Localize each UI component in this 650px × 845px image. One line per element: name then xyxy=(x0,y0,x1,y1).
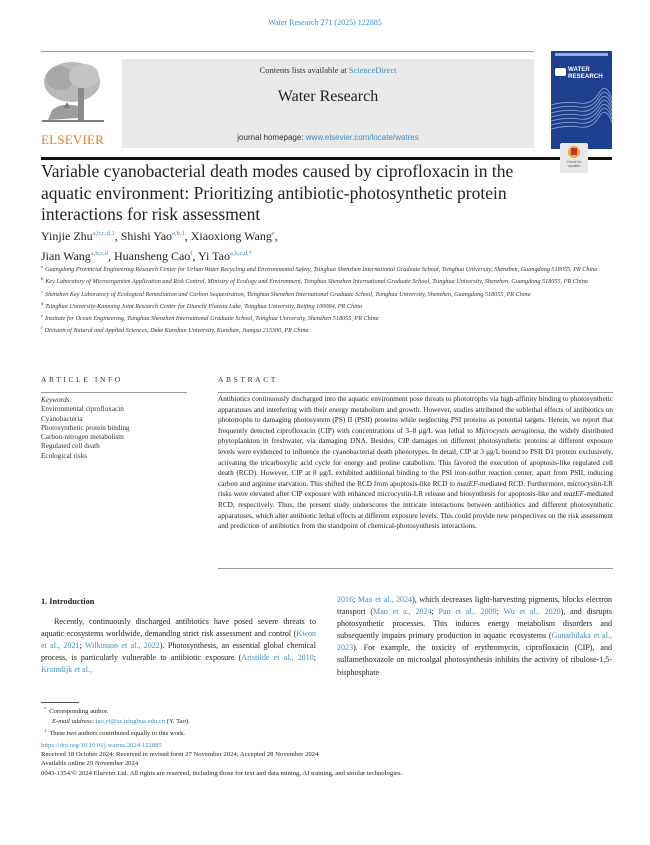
author-separator: , xyxy=(107,249,114,263)
keyword: Cyanobacteria xyxy=(41,414,83,423)
equal-contribution-mark: 1 xyxy=(44,728,47,734)
article-history: Received 18 October 2024; Received in revised form 27 November 2024; Accepted 28 November 2024 xyxy=(41,751,319,759)
citation-link[interactable]: Mao et al., 2024 xyxy=(357,595,413,604)
text-run: -mediated RCD, respectively. Thus, the present study underscores the intricate interactions between antibiotics and different photosynthetic apparatuses, which alter antibiotic lethal effects at different exposure levels. This could provide new perspectives on the risk assessment and prediction of antibiotics from the standpoint of chemical-photosynthesis interactions. xyxy=(218,490,613,531)
email-suffix: (Y. Tao). xyxy=(165,717,190,725)
affiliation-text: Shenzhen Key Laboratory of Ecological Remediation and Carbon Sequestration, Tsinghua Shenzhen International Graduate School, Tsinghua University, Shenzhen, Guangdong 518055, PR China xyxy=(45,290,531,298)
author-separator: , xyxy=(184,229,191,243)
affiliation-key: b xyxy=(41,276,44,282)
affiliation-key: f xyxy=(41,325,43,331)
author-name: Xiaoxiong Wang xyxy=(190,229,272,243)
italic-term: Microcystis aeruginosa xyxy=(475,426,545,435)
iwa-badge-icon xyxy=(555,68,566,76)
copyright-notice: 0043-1354/© 2024 Elsevier Ltd. All rights are reserved, including those for text and data mining, AI training, and similar technologies. xyxy=(41,769,403,777)
text-run: ), and disrupts photosynthetic processes. This induces energy metabolism disorders and subsequently impairs primary production in aquatic ecosystems ( xyxy=(337,607,613,641)
author-affiliation-marks[interactable]: a,b,c,d,* xyxy=(229,250,253,257)
article-title: Variable cyanobacterial death modes caused by ciprofloxacin in the aquatic environment: Prioritizing antibiotic-photosynthetic protein interactions for risk assessment xyxy=(41,161,514,224)
equal-contribution-text: These two authors contributed equally to this work. xyxy=(49,730,186,738)
email-note xyxy=(44,717,604,727)
affiliation-item xyxy=(41,287,601,299)
affiliation-key: d xyxy=(41,300,44,306)
author-name: Shishi Yao xyxy=(120,229,173,243)
elsevier-tree-icon xyxy=(42,60,104,126)
elsevier-logo[interactable] xyxy=(41,58,105,148)
author-affiliation-marks[interactable]: a,b,c,d xyxy=(90,250,108,257)
affiliation-item xyxy=(41,262,601,274)
keywords-label: Keywords: xyxy=(41,396,72,404)
italic-term: mazEF xyxy=(563,490,584,499)
author-name: Yi Tao xyxy=(198,249,230,263)
text-run: ; xyxy=(79,641,85,651)
abstract-bottom-rule xyxy=(218,568,613,569)
text-run: ; xyxy=(496,607,504,617)
text-run: Antibiotics continuously discharged into the aquatic environment pose threats to phototrophs via high-affinity binding to photosynthetic apparatuses and interfering with their energy metabolism and growth. However, studies attributed the sublethal effects of antibiotics on phototrophs to damaging photosystem (PS) II (PSII) proteins while neglecting PSI proteins as potential targets. Herein, we report that frequently detected ciprofloxacin (CIP) with concentrations of 3–8 μg/L was lethal to xyxy=(218,395,613,435)
affiliation-text: Institute for Ocean Engineering, Tsinghua Shenzhen International Graduate School, Tsinghua University, Shenzhen 518055, PR China xyxy=(45,315,379,323)
email-link[interactable]: tao.yi@sz.tsinghua.edu.cn xyxy=(95,717,166,725)
text-run: ; xyxy=(353,595,358,604)
cover-header-bar xyxy=(555,53,608,56)
author[interactable] xyxy=(191,229,275,243)
author-list xyxy=(41,225,601,265)
check-for-updates-button[interactable] xyxy=(560,143,588,173)
text-run: ). Photosynthesis, an essential global chemical process, is particularly vulnerable to antibiotic exposure ( xyxy=(41,641,316,663)
abstract-heading: ABSTRACT xyxy=(218,375,278,384)
author-separator: , xyxy=(114,229,121,243)
citation-link[interactable]: Kromdijk et al., xyxy=(41,665,92,675)
footnotes xyxy=(44,704,604,739)
article-info-rule xyxy=(41,392,187,393)
contents-line xyxy=(122,65,534,75)
journal-masthead xyxy=(122,59,534,148)
header-rule xyxy=(41,51,534,52)
homepage-line xyxy=(122,133,534,142)
masthead-bottom-rule xyxy=(41,157,612,160)
abstract-rule xyxy=(218,392,613,393)
author-affiliation-marks[interactable]: a,b,c,d,1 xyxy=(92,230,115,237)
corresponding-author-note xyxy=(44,704,604,717)
author-name: Jian Wang xyxy=(41,249,91,263)
affiliation-item xyxy=(41,299,601,311)
italic-term: mazEF xyxy=(456,479,478,488)
text-run: ). For example, the toxicity of erythromycin, ciprofloxacin (CIP), and sulfamethoxazole on microalgal photosynthesis inhibits the activity of ribulose-1,5-bisphosphate xyxy=(337,643,612,677)
author[interactable] xyxy=(114,249,193,263)
available-online: Available online 29 November 2024 xyxy=(41,760,139,768)
article-info-heading: ARTICLE INFO xyxy=(41,375,123,384)
journal-homepage-link[interactable]: www.elsevier.com/locate/watres xyxy=(305,133,419,142)
citation-link[interactable]: Wilkinson et al., 2022 xyxy=(84,641,160,651)
author[interactable] xyxy=(41,249,108,263)
keyword: Carbon-nitrogen metabolism xyxy=(41,433,124,442)
publication-info xyxy=(41,741,621,778)
journal-name: Water Research xyxy=(277,88,379,105)
corresponding-text: Corresponding author. xyxy=(49,708,109,715)
corresponding-mark: * xyxy=(44,706,47,711)
journal-cover-image[interactable] xyxy=(551,51,612,149)
affiliation-text: Guangdong Provincial Engineering Research Center for Urban Water Recycling and Environmental Safety, Tsinghua Shenzhen International Graduate School, Tsinghua University, Shenzhen, Guangdong 518055, PR China xyxy=(45,266,598,273)
text-run: ; xyxy=(313,653,316,663)
introduction-column-right xyxy=(337,594,612,679)
cover-title-line2: RESEARCH xyxy=(568,72,603,80)
keyword: Photosynthetic protein binding xyxy=(41,423,130,432)
crossmark-bookmark-icon xyxy=(571,148,577,155)
cover-title xyxy=(568,67,603,80)
running-head[interactable]: Water Research 271 (2025) 122885 xyxy=(268,18,382,27)
affiliation-key: a xyxy=(41,264,43,269)
cover-wave-graphic xyxy=(551,87,612,149)
affiliation-item xyxy=(41,274,601,286)
affiliation-item xyxy=(41,311,601,323)
text-run: ), which decreases light-harvesting pigments, blocks electron transport ( xyxy=(337,595,612,617)
citation-link[interactable]: Wu et al., 2020 xyxy=(503,607,561,617)
citation-link[interactable]: Pan et al., 2009 xyxy=(438,607,497,617)
citation-link[interactable]: Mao et a., 2024 xyxy=(373,607,432,617)
author-affiliation-marks[interactable]: f xyxy=(190,250,193,257)
email-label: E-mail address: xyxy=(52,717,95,725)
homepage-prefix: journal homepage: xyxy=(237,133,306,142)
citation-link[interactable]: Kwon et al., 2021 xyxy=(41,629,316,651)
author-affiliation-marks[interactable]: e xyxy=(271,230,275,237)
text-run: ; xyxy=(431,607,439,617)
affiliation-key: c xyxy=(41,288,43,294)
citation-link[interactable]: 2016 xyxy=(337,595,354,604)
footnote-rule xyxy=(41,702,79,703)
author-separator: , xyxy=(192,249,199,263)
doi-link[interactable]: https://doi.org/10.1016/j.watres.2024.122885 xyxy=(41,742,162,749)
contents-prefix: Contents lists available at xyxy=(259,65,349,75)
keyword: Ecological risks xyxy=(41,451,88,460)
author-name: Yinjie Zhu xyxy=(41,229,93,243)
keyword: Environmental ciprofloxacin xyxy=(41,405,124,414)
keywords-block xyxy=(41,396,201,461)
author-name: Huansheng Cao xyxy=(113,249,191,263)
equal-contribution-note xyxy=(44,726,604,739)
abstract-text xyxy=(218,394,613,532)
sciencedirect-link[interactable]: ScienceDirect xyxy=(348,65,397,75)
author[interactable] xyxy=(41,229,115,243)
affiliation-list xyxy=(41,262,601,336)
author-affiliation-marks[interactable]: a,b,1 xyxy=(172,230,185,237)
introduction-heading: 1. Introduction xyxy=(41,597,95,606)
affiliation-text: Key Laboratory of Microorganism Application and Risk Control, Ministry of Ecology and Environment, Tsinghua Shenzhen International Graduate School, Tsinghua University, Shenzhen, Guangdong 518055, PR China xyxy=(45,278,588,286)
affiliation-text: Division of Natural and Applied Sciences, Duke Kunshan University, Kunshan, Jiangsu 215300, PR China xyxy=(44,327,309,335)
citation-link[interactable]: Gunathilaka et al., 2023 xyxy=(337,631,612,653)
text-run: -mediated RCD. Furthermore, microcystin-LR risks were elevated after CIP exposure with enhanced microcystin-LR release and biosynthesis for apoptosis-like and xyxy=(218,479,613,499)
citation-link[interactable]: Aristilde et al., 2010 xyxy=(241,653,314,663)
cover-title-line1: WATER xyxy=(568,66,590,73)
keyword: Regulated cell death xyxy=(41,442,100,451)
author-separator: , xyxy=(274,229,278,243)
text-run: , the widely distributed phytoplankton in freshwater, via damaging DNA. Besides, CIP damages on different photosynthetic proteins at different exposure levels were evidenced to influence the cyanobacterial death phenotypes. In detail, CIP at 3 μg/L bound to PSII D1 protein exclusively, activating the tricarboxylic acid cycle for energy and proline catabolism. This favored the execution of apoptosis-like regulated cell death (RCD). However, CIP at 8 μg/L exhibited additional binding to the PSI iron-sulfur reaction center, apart from PSII, inducing carbon and arginine starvation. This shifted the RCD from apoptosis-like RCD to xyxy=(218,426,613,488)
author[interactable] xyxy=(198,249,252,263)
author[interactable] xyxy=(121,229,185,243)
affiliation-key: e xyxy=(41,313,43,319)
elsevier-wordmark: ELSEVIER xyxy=(41,132,104,147)
crossmark-label: Check for updates xyxy=(566,160,582,168)
affiliation-item xyxy=(41,323,601,335)
text-run: Recently, continuously discharged antibiotics have posed severe threats to aquatic ecosystems worldwide, demanding strict risk assessment and control ( xyxy=(41,617,316,639)
introduction-column-left xyxy=(41,616,316,676)
affiliation-text: Tsinghua University-Kunming Joint Research Center for Dianchi Plateau Lake, Tsinghua University, Beijing 100084, PR China xyxy=(45,302,362,310)
crossmark-icon xyxy=(568,146,580,158)
